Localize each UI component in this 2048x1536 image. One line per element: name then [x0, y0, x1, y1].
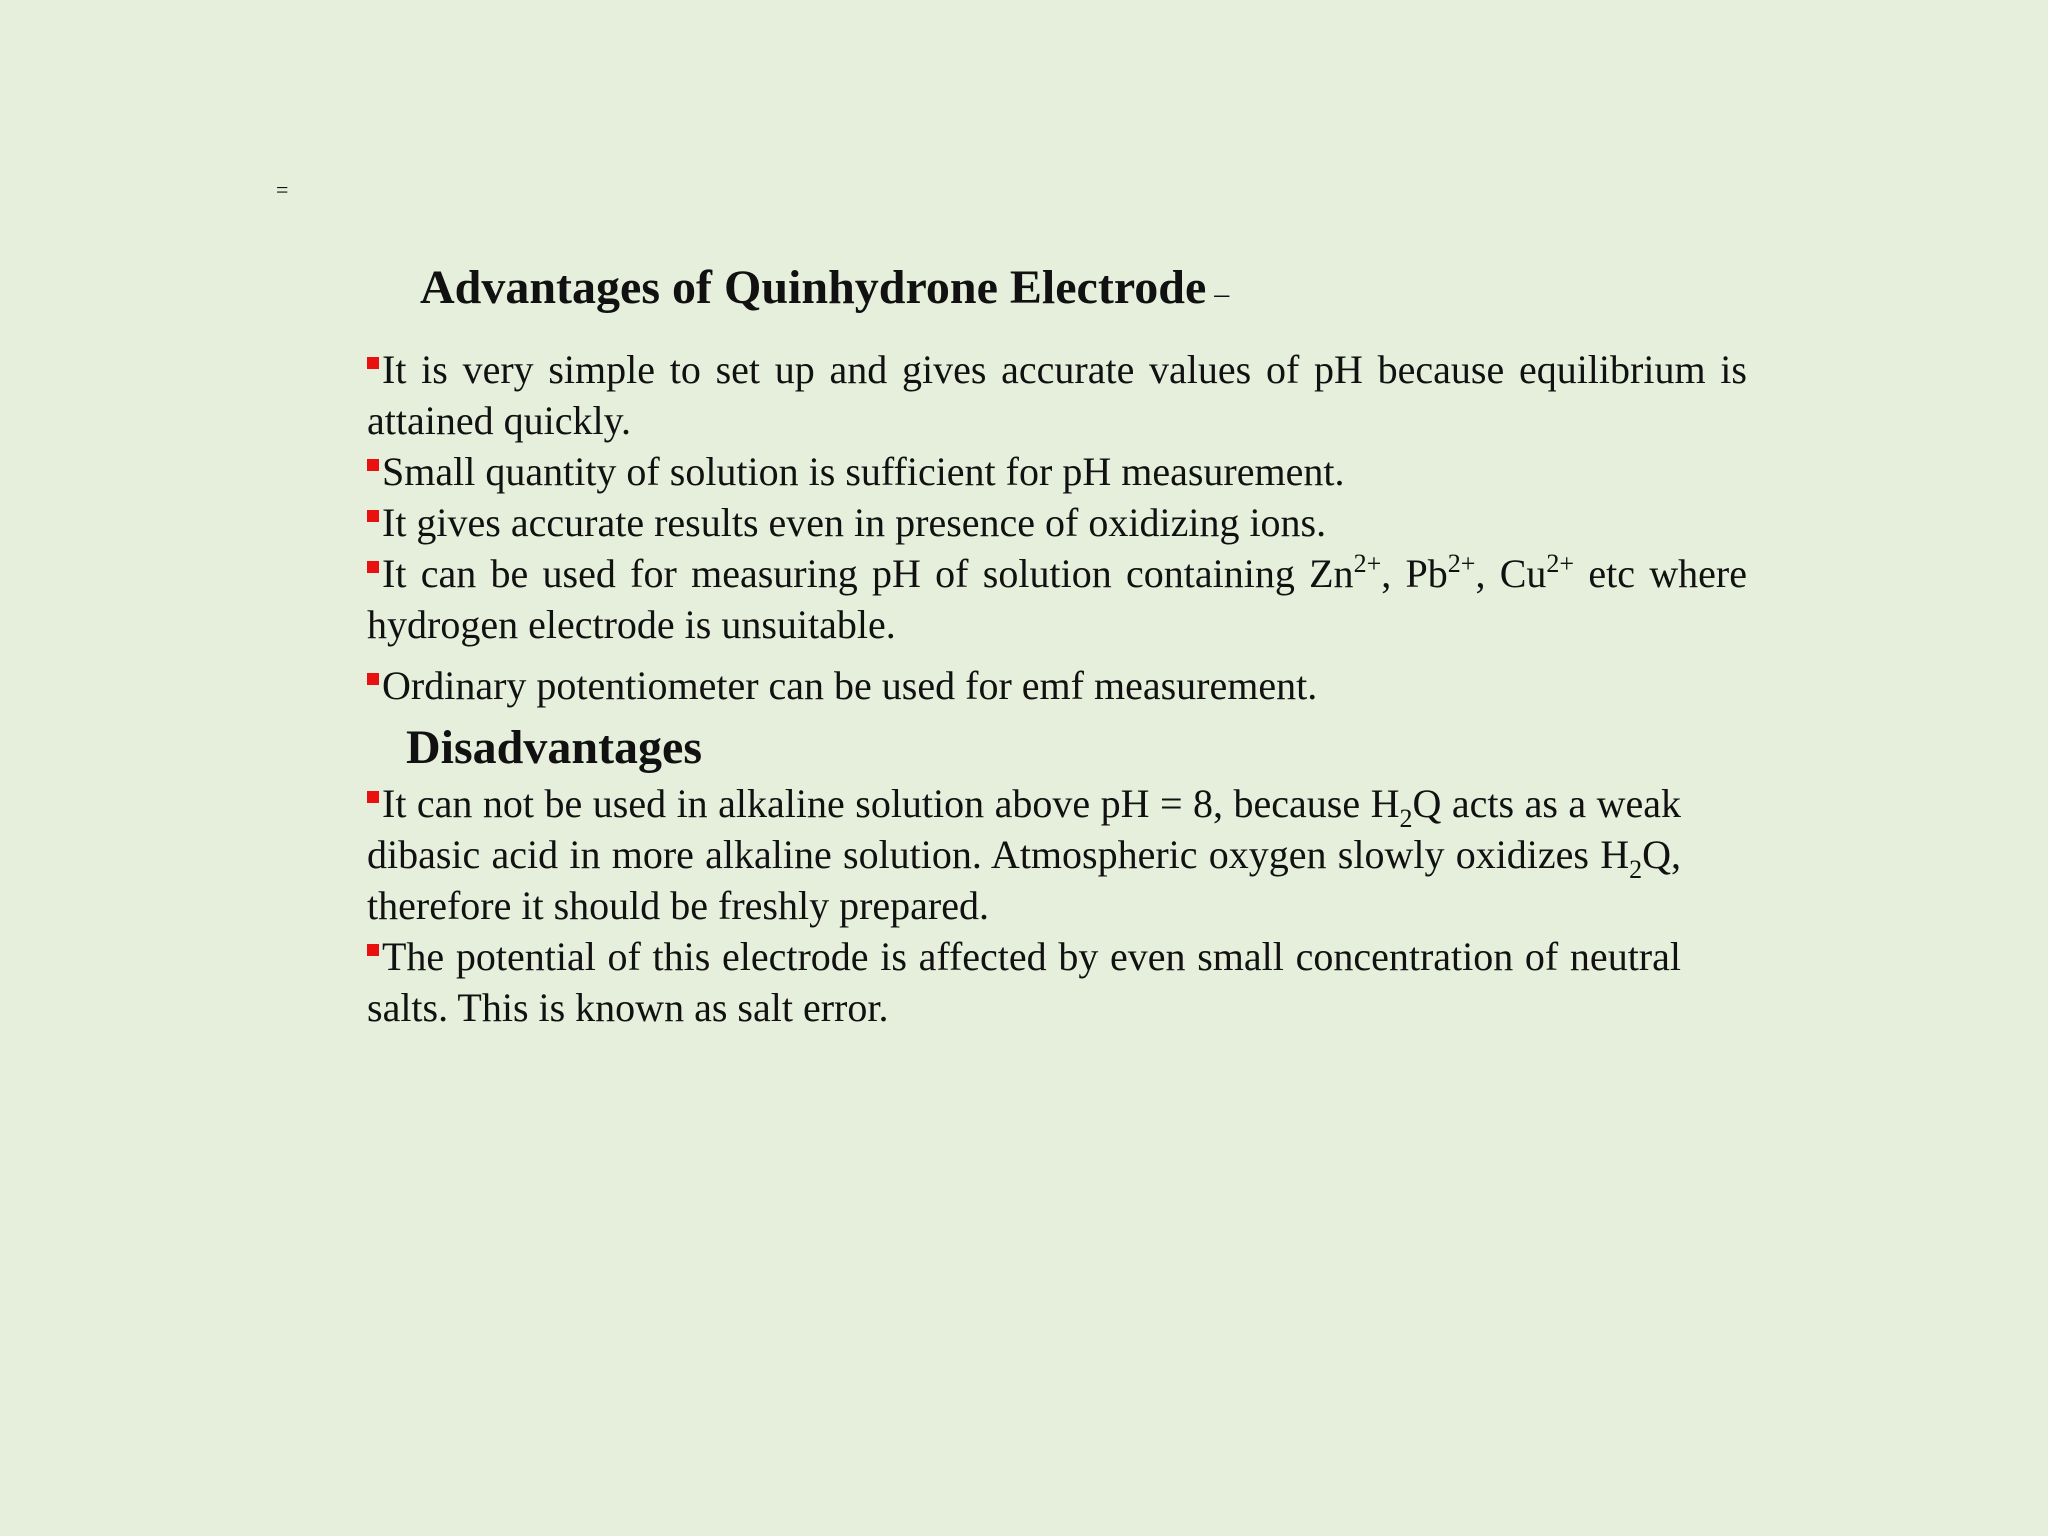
square-bullet-icon — [367, 791, 379, 803]
advantage-item-2: Small quantity of solution is sufficient for pH measurement. — [367, 446, 1747, 497]
disadvantage-item-2: The potential of this electrode is affected by even small concentration of neutral salts. This is known as salt error. — [367, 934, 1681, 1030]
square-bullet-icon — [367, 673, 379, 685]
disadvantages-list — [367, 778, 1681, 1033]
disadvantages-heading: Disadvantages — [406, 721, 703, 774]
advantages-list-continued — [367, 660, 1747, 711]
advantages-title-dash: – — [1214, 277, 1230, 310]
advantage-item-1: It is very simple to set up and gives accurate values of pH because equilibrium is attained quickly. — [367, 347, 1747, 443]
square-bullet-icon — [367, 561, 379, 573]
square-bullet-icon — [367, 510, 379, 522]
square-bullet-icon — [367, 357, 379, 369]
advantages-list — [367, 344, 1747, 650]
square-bullet-icon — [367, 944, 379, 956]
advantage-item-5: Ordinary potentiometer can be used for emf measurement. — [367, 660, 1747, 711]
advantage-item-3: It gives accurate results even in presence of oxidizing ions. — [367, 497, 1747, 548]
advantage-item-4: It can be used for measuring pH of solution containing $Zn^{2+}$, $Pb^{2+}$, $Cu^{2+}$ etc where hydrogen electrode is unsuitable. — [367, 549, 1748, 647]
square-bullet-icon — [367, 459, 379, 471]
advantages-title: Advantages of Quinhydrone Electrode — [420, 261, 1207, 314]
advantages-heading — [420, 260, 1229, 322]
disadvantage-item-1: It can not be used in alkaline solution above pH = 8, because $H_2Q$ acts as a weak dibasic acid in more alkaline solution. Atmospheric oxygen slowly oxidizes $H_2Q$, therefore it should be freshly prepared. — [367, 781, 1682, 928]
corner-mark: = — [276, 177, 289, 202]
